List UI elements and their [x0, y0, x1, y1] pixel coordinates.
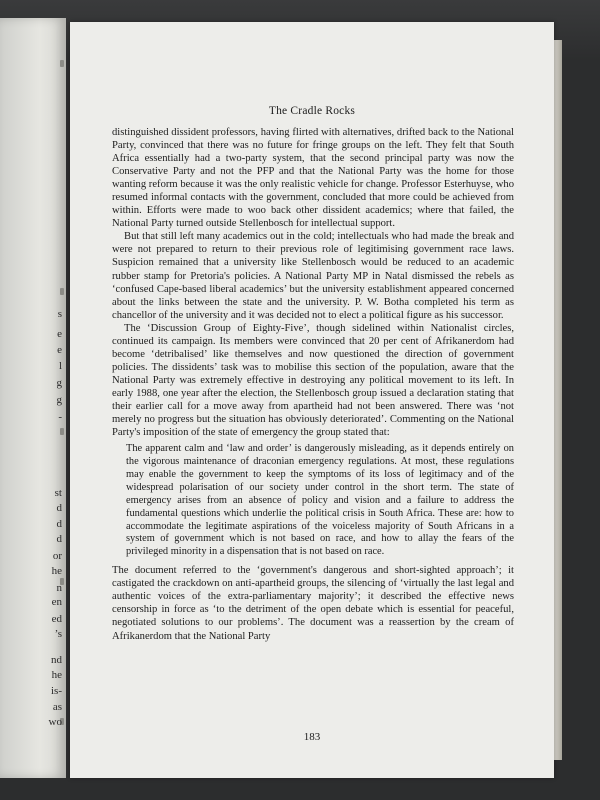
paragraph: distinguished dissident professors, having flirted with alternatives, drifted back to the National Party, convinced that there was no future for fringe groups on the left. They felt that South Africa essentially had a two-party system, that the second principal party was now the Conservative Party and not the PFP and that the National Party was the home for those wanting reform because it was the only realistic vehicle for change. Professor Esterhuyse, who resumed informal contacts with the government, concluded that more could be achieved from within. Efforts were made to woo back other dissident academics; where that failed, the National Party turned outside Stellenbosch for intellectual support.	[112, 127, 514, 230]
facing-page-fragment: he	[51, 669, 62, 681]
facing-page-fragment: wo	[48, 716, 62, 728]
facing-page-fragment: d	[56, 502, 62, 514]
facing-page-fragment: s	[57, 308, 62, 320]
paragraph: But that still left many academics out in the cold; intellectuals who had made the break and were not prepared to return to their previous role of legitimising government race laws. Suspicion remained that a university like Stellenbosch would be reduced to an academic rubber stamp for Pretoria's policies. A National Party MP in Natal dismissed the rebels as ‘confused Cape-based liberal academics’ but the university establishment appeared concerned about the links between the state and the university. P. W. Botha completed his term as chancellor of the university and it was decided not to elect a political figure as his successor.	[112, 231, 514, 321]
block-quote: The apparent calm and ‘law and order’ is dangerously misleading, as it depends entirely on the vigorous maintenance of draconian emergency regulations. At most, these regulations may enable the government to keep the symptoms of its loss of legitimacy and of the widespread polarisation of our society under control in the short term. The state of emergency arises from an absence of policy and vision and a failure to address the fundamental questions which underlie the political crisis in South Africa. These are: how to accommodate the legitimate aspirations of the voiceless majority of South Africans in a system of government which is not based on race, and how to allay the fears of the privileged minority in a dispensation that is not based on race.	[126, 443, 514, 558]
facing-page	[0, 18, 66, 778]
binding-stitch	[60, 60, 64, 67]
facing-page-fragment: he	[51, 565, 62, 577]
body-text	[112, 126, 514, 643]
facing-page-fragment: d	[56, 518, 62, 530]
facing-page-fragment: is-	[51, 685, 62, 697]
facing-page-fragment: ’s	[54, 628, 62, 640]
facing-page-fragment: g	[56, 377, 62, 389]
facing-page-fragment: as	[52, 701, 62, 713]
facing-page-fragment: nd	[51, 654, 62, 666]
facing-page-fragment: e	[57, 328, 62, 340]
facing-page-fragment: d	[56, 533, 62, 545]
facing-page-fragment: l	[58, 360, 62, 372]
facing-page-fragment: ed	[51, 613, 62, 625]
facing-page-fragment: n	[56, 582, 62, 594]
facing-page-fragment: st	[54, 487, 62, 499]
page-edge	[554, 40, 562, 760]
facing-page-fragment: or	[52, 550, 62, 562]
facing-page-fragment: en	[51, 596, 62, 608]
paragraph: The document referred to the ‘government's dangerous and short-sighted approach’; it castigated the crackdown on anti-apartheid groups, the silencing of ‘virtually the last legal and authentic voices of the extra-parliamentary majority’; it described the effective news censorship in force as ‘to the detriment of the open debate which is essential for peaceful, negotiated solutions to our problems’. The document was a reassertion by the cream of Afrikanerdom that the National Party	[112, 565, 514, 642]
running-head: The Cradle Rocks	[268, 105, 356, 117]
facing-page-fragment: e	[57, 344, 62, 356]
book-page	[70, 22, 554, 778]
paragraph: The ‘Discussion Group of Eighty-Five’, though sidelined within Nationalist circles, continued its campaign. Its members were convinced that 20 per cent of Afrikanerdom had become ‘detribalised’ like themselves and now questioned the direction of government policies. The dissidents’ task was to mobilise this section of the population, aware that the National Party was extremely effective in destroying any political movement to its left. In early 1988, one year after the election, the Stellenbosch group issued a declaration stating that their earlier call for a move away from apartheid had not been answered. There was ‘not merely no progress but the situation has obviously deteriorated’. Commenting on the National Party's imposition of the state of emergency the group stated that:	[112, 322, 514, 439]
facing-page-fragment: g	[56, 394, 62, 406]
binding-stitch	[60, 288, 64, 295]
binding-stitch	[60, 428, 64, 435]
page-number: 183	[303, 731, 321, 743]
facing-page-fragment: -	[58, 411, 62, 423]
